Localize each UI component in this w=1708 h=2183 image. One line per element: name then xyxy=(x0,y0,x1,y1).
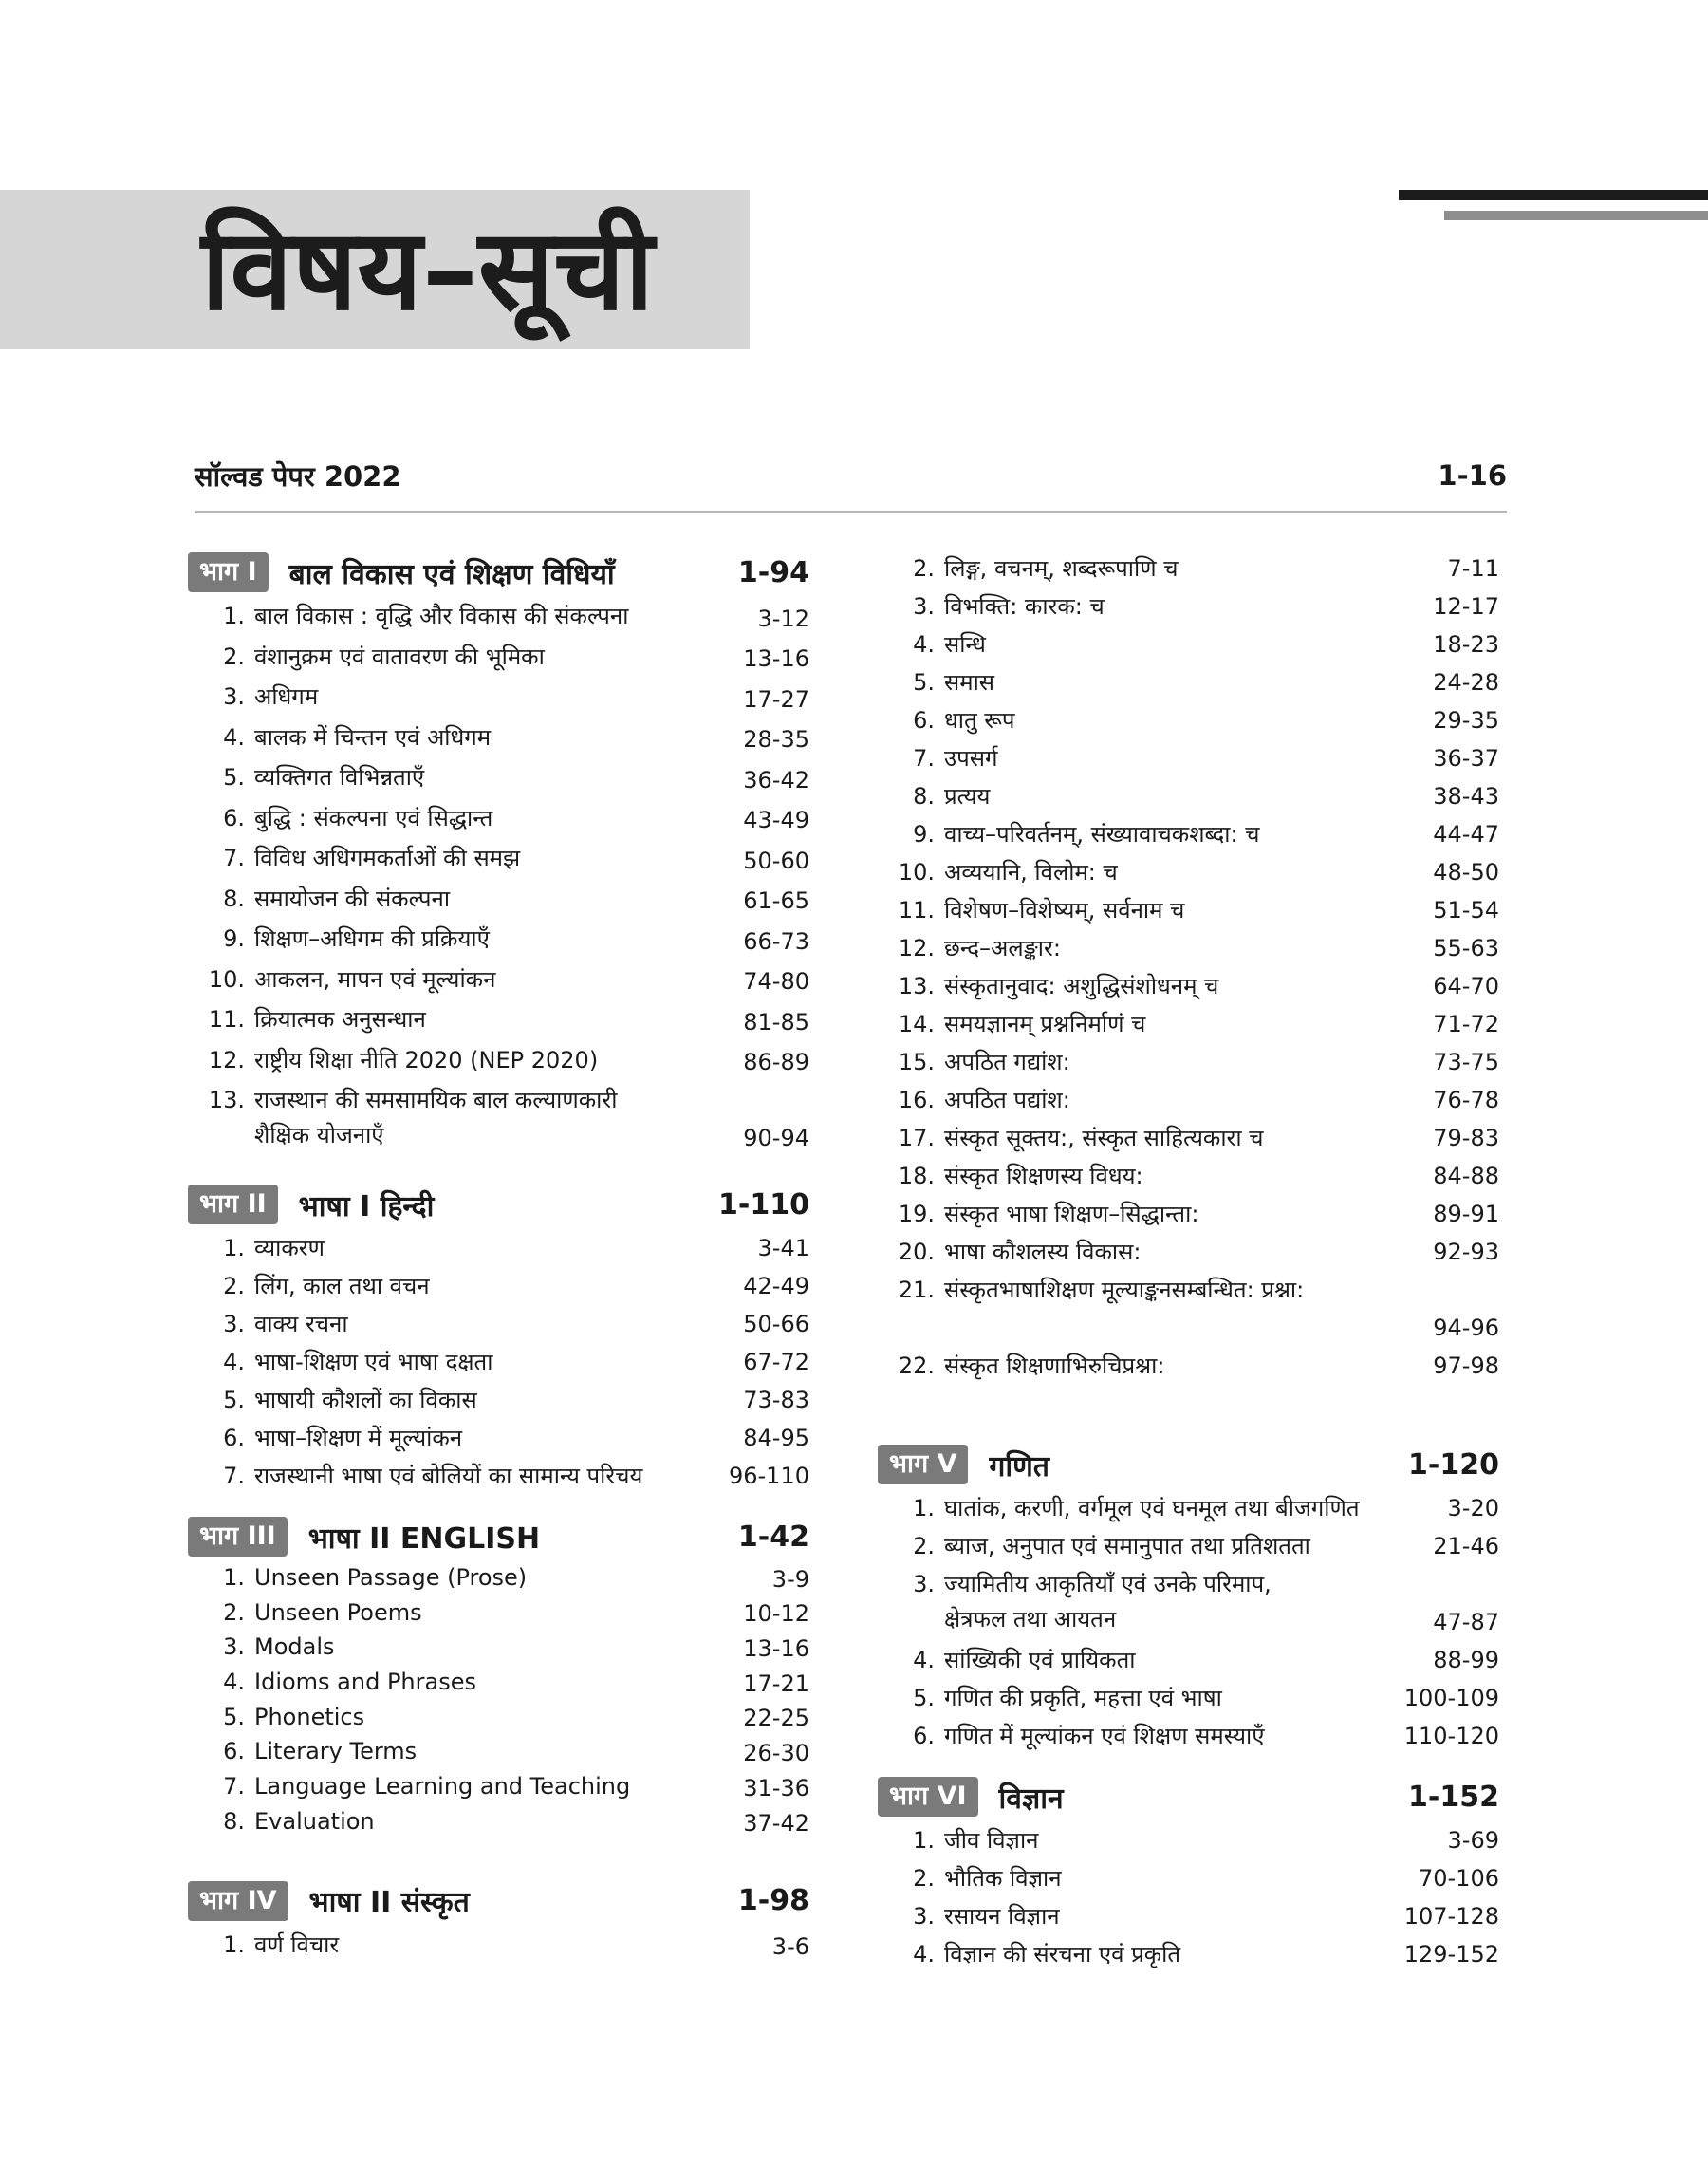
part-badge: भाग IV xyxy=(188,1881,288,1921)
entry-pages: 88-99 xyxy=(1433,1647,1499,1673)
toc-entry[interactable] xyxy=(188,1456,809,1494)
entry-pages: 79-83 xyxy=(1433,1125,1499,1151)
entry-number: 4. xyxy=(913,1647,935,1673)
toc-entry[interactable] xyxy=(188,718,809,758)
title-banner xyxy=(0,190,750,349)
entry-title: भाषायी कौशलों का विकास xyxy=(254,1387,477,1413)
entry-title: सन्धि xyxy=(944,631,986,658)
toc-entry[interactable] xyxy=(188,1700,809,1735)
entry-title: छन्द–अलङ्कार: xyxy=(944,935,1061,961)
entry-title: भाषा-शिक्षण एवं भाषा दक्षता xyxy=(254,1349,493,1375)
toc-entry[interactable] xyxy=(188,1665,809,1700)
entry-pages: 31-36 xyxy=(743,1774,809,1801)
toc-entry[interactable] xyxy=(188,1630,809,1665)
page-title: विषय–सूची xyxy=(201,204,655,335)
entry-title: Literary Terms xyxy=(254,1738,418,1765)
entry-number: 6. xyxy=(223,1425,245,1451)
toc-entry[interactable] xyxy=(188,1595,809,1631)
entry-pages: 3-9 xyxy=(771,1565,809,1593)
entry-title: विविध अधिगमकर्ताओं की समझ xyxy=(254,845,521,871)
toc-entry[interactable] xyxy=(878,1156,1499,1194)
entry-title: लिङ्ग, वचनम्, शब्दरूपाणि च xyxy=(944,555,1179,582)
entry-number: 11. xyxy=(898,897,935,924)
toc-entry[interactable] xyxy=(878,1270,1499,1346)
entry-title: संस्कृतभाषाशिक्षण मूल्याङ्कनसम्बन्धित: प्रश्ना: xyxy=(944,1277,1305,1303)
entry-pages: 86-89 xyxy=(743,1049,809,1075)
entry-title: अपठित गद्यांश: xyxy=(944,1049,1070,1075)
part-badge: भाग II xyxy=(188,1185,278,1224)
entry-title: गणित में मूल्यांकन एवं शिक्षण समस्याएँ xyxy=(944,1723,1265,1749)
toc-entry[interactable] xyxy=(188,1769,809,1804)
entry-pages: 110-120 xyxy=(1403,1723,1499,1749)
entry-pages: 38-43 xyxy=(1433,783,1499,810)
entry-title: भौतिक विज्ञान xyxy=(944,1865,1062,1892)
entry-title: उपसर्ग xyxy=(944,745,998,772)
entry-title-continued: क्षेत्रफल तथा आयतन xyxy=(944,1606,1117,1633)
entry-pages: 76-78 xyxy=(1433,1087,1499,1113)
entry-number: 14. xyxy=(898,1011,935,1037)
section-heading[interactable] xyxy=(878,1773,1499,1820)
entry-pages: 12-17 xyxy=(1433,593,1499,620)
toc-entry[interactable] xyxy=(188,960,809,1000)
entry-pages: 22-25 xyxy=(743,1705,809,1732)
entry-pages: 71-72 xyxy=(1433,1011,1499,1037)
toc-entry[interactable] xyxy=(878,1678,1499,1716)
section-pages: 1-94 xyxy=(737,555,809,589)
entry-pages: 67-72 xyxy=(743,1349,809,1375)
entry-number: 7. xyxy=(913,745,935,772)
entry-title: अपठित पद्यांश: xyxy=(944,1087,1070,1113)
toc-entry[interactable] xyxy=(188,1040,809,1081)
toc-entry[interactable] xyxy=(188,1804,809,1839)
entry-number: 12. xyxy=(208,1046,245,1073)
entry-pages: 84-88 xyxy=(1433,1163,1499,1189)
entry-title: शिक्षण–अधिगम की प्रक्रियाएँ xyxy=(254,925,490,952)
entry-title: सांख्यिकी एवं प्रायिकता xyxy=(944,1647,1136,1673)
entry-pages: 97-98 xyxy=(1433,1353,1499,1379)
toc-entry[interactable] xyxy=(878,1194,1499,1232)
toc-entry[interactable] xyxy=(878,1640,1499,1678)
entry-pages: 100-109 xyxy=(1403,1685,1499,1711)
entry-pages: 28-35 xyxy=(743,726,809,753)
entry-number: 6. xyxy=(913,1723,935,1749)
entry-number: 10. xyxy=(208,965,245,993)
toc-entry[interactable] xyxy=(878,966,1499,1004)
entry-title: Modals xyxy=(254,1633,335,1661)
entry-title: धातु रूप xyxy=(944,707,1015,734)
entry-title: ज्यामितीय आकृतियाँ एवं उनके परिमाप, xyxy=(944,1571,1272,1597)
entry-number: 3. xyxy=(223,683,245,710)
entry-pages: 3-6 xyxy=(771,1933,809,1960)
entry-pages: 96-110 xyxy=(728,1463,809,1489)
decorative-bar-dark xyxy=(1399,190,1708,200)
toc-left-column xyxy=(188,549,809,1965)
toc-entry[interactable] xyxy=(878,1820,1499,1858)
entry-pages: 26-30 xyxy=(743,1740,809,1767)
entry-number: 5. xyxy=(223,764,245,791)
toc-entry[interactable] xyxy=(878,625,1499,662)
toc-entry[interactable] xyxy=(188,1266,809,1304)
entry-number: 4. xyxy=(913,1941,935,1968)
section-pages: 1-42 xyxy=(737,1520,809,1554)
section-heading[interactable] xyxy=(878,1441,1499,1488)
entry-number: 8. xyxy=(223,885,245,912)
entry-number: 3. xyxy=(913,1571,935,1597)
entry-pages: 36-37 xyxy=(1433,745,1499,772)
toc-entry[interactable] xyxy=(878,738,1499,776)
entry-number: 18. xyxy=(898,1163,935,1189)
entry-pages: 70-106 xyxy=(1418,1865,1499,1892)
entry-pages: 3-12 xyxy=(757,605,809,632)
toc-entry[interactable] xyxy=(188,637,809,678)
section-heading[interactable] xyxy=(188,1181,809,1228)
part-badge: भाग VI xyxy=(878,1777,978,1817)
entry-title: समायोजन की संकल्पना xyxy=(254,885,451,912)
entry-number: 6. xyxy=(223,1738,245,1765)
section-pages: 1-120 xyxy=(1408,1447,1499,1482)
toc-entry[interactable] xyxy=(188,1560,809,1595)
entry-number: 5. xyxy=(913,669,935,696)
section-pages: 1-98 xyxy=(737,1884,809,1917)
entry-number: 9. xyxy=(223,925,245,952)
entry-title: वर्ण विचार xyxy=(254,1931,340,1958)
entry-number: 4. xyxy=(223,1669,245,1696)
entry-number: 2. xyxy=(913,1865,935,1892)
entry-number: 19. xyxy=(898,1201,935,1227)
section-pages: 1-152 xyxy=(1408,1780,1499,1814)
toc-entry[interactable] xyxy=(878,1896,1499,1934)
toc-entry[interactable] xyxy=(188,1228,809,1266)
entry-number: 4. xyxy=(223,1349,245,1375)
entry-title: राजस्थान की समसामयिक बाल कल्याणकारी xyxy=(254,1087,618,1113)
entry-pages: 73-83 xyxy=(743,1387,809,1413)
entry-number: 15. xyxy=(898,1049,935,1075)
entry-number: 6. xyxy=(913,707,935,734)
toc-entry[interactable] xyxy=(188,1342,809,1380)
section-title: बाल विकास एवं शिक्षण विधियाँ xyxy=(288,557,615,591)
entry-pages: 7-11 xyxy=(1447,555,1499,582)
entry-title: भाषा–शिक्षण में मूल्यांकन xyxy=(254,1425,463,1451)
solved-paper-pages: 1-16 xyxy=(1438,459,1507,492)
entry-title: Unseen Passage (Prose) xyxy=(254,1564,528,1591)
entry-number: 5. xyxy=(223,1703,245,1730)
toc-entry[interactable] xyxy=(878,549,1499,587)
toc-entry[interactable] xyxy=(878,890,1499,928)
entry-number: 6. xyxy=(223,804,245,831)
toc-entry[interactable] xyxy=(878,1858,1499,1896)
entry-number: 10. xyxy=(898,859,935,886)
entry-title: भाषा कौशलस्य विकास: xyxy=(944,1239,1142,1265)
solved-paper-row[interactable] xyxy=(195,452,1507,499)
entry-pages: 90-94 xyxy=(743,1125,809,1151)
toc-entry[interactable] xyxy=(878,814,1499,852)
entry-title: व्यक्तिगत विभिन्नताएँ xyxy=(254,764,425,791)
toc-entry[interactable] xyxy=(878,1232,1499,1270)
entry-title: संस्कृत शिक्षणाभिरुचिप्रश्ना: xyxy=(944,1353,1165,1379)
entry-pages: 10-12 xyxy=(743,1600,809,1628)
entry-number: 2. xyxy=(223,643,245,670)
entry-pages: 81-85 xyxy=(743,1008,809,1036)
entry-number: 8. xyxy=(223,1807,245,1835)
entry-title: क्रियात्मक अनुसन्धान xyxy=(254,1006,426,1033)
toc-entry[interactable] xyxy=(188,677,809,718)
entry-number: 13. xyxy=(898,973,935,999)
entry-pages: 36-42 xyxy=(743,766,809,793)
entry-number: 1. xyxy=(913,1495,935,1521)
entry-title-continued: शैक्षिक योजनाएँ xyxy=(254,1122,384,1148)
entry-number: 12. xyxy=(898,935,935,961)
entry-number: 3. xyxy=(223,1311,245,1337)
entry-number: 1. xyxy=(223,1235,245,1261)
toc-entry[interactable] xyxy=(188,798,809,839)
entry-title: Unseen Poems xyxy=(254,1598,422,1626)
toc-entry[interactable] xyxy=(878,1564,1499,1640)
entry-pages: 24-28 xyxy=(1433,669,1499,696)
solved-paper-label: सॉल्वड पेपर 2022 xyxy=(195,459,401,493)
entry-pages: 18-23 xyxy=(1433,631,1499,658)
entry-title: विभक्ति: कारक: च xyxy=(944,593,1105,620)
toc-entry[interactable] xyxy=(878,1934,1499,1972)
toc-entry[interactable] xyxy=(878,1042,1499,1080)
part-badge: भाग I xyxy=(188,552,269,592)
entry-title: घातांक, करणी, वर्गमूल एवं घनमूल तथा बीजगणित xyxy=(944,1495,1360,1521)
entry-number: 2. xyxy=(913,555,935,582)
entry-number: 17. xyxy=(898,1125,935,1151)
entry-pages: 43-49 xyxy=(743,807,809,833)
entry-number: 3. xyxy=(223,1633,245,1661)
toc-entry[interactable] xyxy=(878,700,1499,738)
toc-entry[interactable] xyxy=(878,662,1499,700)
entry-pages: 73-75 xyxy=(1433,1049,1499,1075)
toc-entry[interactable] xyxy=(188,1080,809,1156)
entry-pages: 3-41 xyxy=(757,1235,809,1261)
toc-entry[interactable] xyxy=(188,757,809,798)
entry-title: जीव विज्ञान xyxy=(944,1827,1039,1854)
entry-number: 1. xyxy=(913,1827,935,1854)
toc-entry[interactable] xyxy=(188,1418,809,1456)
section-title: गणित xyxy=(989,1449,1049,1483)
entry-title: संस्कृत सूक्तय:, संस्कृत साहित्यकारा च xyxy=(944,1125,1264,1151)
entry-title: अव्ययानि, विलोम: च xyxy=(944,859,1118,886)
toc-entry[interactable] xyxy=(878,1526,1499,1564)
entry-pages: 3-69 xyxy=(1447,1827,1499,1854)
entry-pages: 13-16 xyxy=(743,645,809,672)
decorative-bar-light xyxy=(1444,211,1708,220)
entry-title: व्याकरण xyxy=(254,1235,325,1261)
toc-entry[interactable] xyxy=(188,1380,809,1418)
entry-pages: 44-47 xyxy=(1433,821,1499,848)
entry-pages: 21-46 xyxy=(1433,1533,1499,1559)
entry-number: 1. xyxy=(223,603,245,629)
entry-title: अधिगम xyxy=(254,683,319,710)
entry-title: संस्कृत भाषा शिक्षण–सिद्धान्ता: xyxy=(944,1201,1199,1227)
entry-title: विज्ञान की संरचना एवं प्रकृति xyxy=(944,1941,1181,1968)
entry-title: समास xyxy=(944,669,995,696)
entry-number: 3. xyxy=(913,593,935,620)
entry-pages: 50-60 xyxy=(743,847,809,874)
entry-pages: 129-152 xyxy=(1403,1941,1499,1968)
entry-title: Evaluation xyxy=(254,1807,375,1835)
toc-entry[interactable] xyxy=(188,596,809,637)
entry-title: बालक में चिन्तन एवं अधिगम xyxy=(254,723,492,751)
entry-number: 11. xyxy=(208,1006,245,1033)
toc-entry[interactable] xyxy=(878,1080,1499,1118)
entry-number: 1. xyxy=(223,1564,245,1591)
entry-pages: 17-27 xyxy=(743,685,809,713)
entry-pages: 66-73 xyxy=(743,927,809,955)
entry-pages: 37-42 xyxy=(743,1809,809,1837)
toc-entry[interactable] xyxy=(188,1734,809,1769)
entry-title: संस्कृतानुवाद: अशुद्धिसंशोधनम् च xyxy=(944,973,1219,999)
entry-pages: 74-80 xyxy=(743,968,809,995)
section-title: भाषा I हिन्दी xyxy=(298,1189,435,1223)
entry-title: ब्याज, अनुपात एवं समानुपात तथा प्रतिशतता xyxy=(944,1533,1310,1559)
entry-pages: 51-54 xyxy=(1433,897,1499,924)
toc-entry[interactable] xyxy=(188,1304,809,1342)
entry-pages: 50-66 xyxy=(743,1311,809,1337)
section-title: विज्ञान xyxy=(998,1782,1064,1816)
entry-number: 1. xyxy=(223,1931,245,1958)
toc-entry[interactable] xyxy=(188,999,809,1040)
entry-pages: 29-35 xyxy=(1433,707,1499,734)
entry-title: रसायन विज्ञान xyxy=(944,1903,1060,1930)
entry-title: बुद्धि : संकल्पना एवं सिद्धान्त xyxy=(254,804,493,831)
toc-entry[interactable] xyxy=(878,587,1499,625)
entry-pages: 61-65 xyxy=(743,887,809,914)
toc-entry[interactable] xyxy=(878,1488,1499,1526)
entry-pages: 92-93 xyxy=(1433,1239,1499,1265)
entry-number: 9. xyxy=(913,821,935,848)
entry-pages: 42-49 xyxy=(743,1273,809,1299)
entry-pages: 47-87 xyxy=(1433,1609,1499,1635)
entry-title: विशेषण–विशेष्यम्, सर्वनाम च xyxy=(944,897,1185,924)
entry-title: राष्ट्रीय शिक्षा नीति 2020 (NEP 2020) xyxy=(254,1046,599,1073)
entry-number: 4. xyxy=(223,723,245,751)
toc-right-column xyxy=(878,549,1499,1972)
entry-pages: 84-95 xyxy=(743,1425,809,1451)
section-pages: 1-110 xyxy=(718,1187,809,1222)
part-badge: भाग III xyxy=(188,1517,288,1557)
entry-title: वाक्य रचना xyxy=(254,1311,348,1337)
entry-title: वाच्य–परिवर्तनम्, संख्यावाचकशब्दा: च xyxy=(944,821,1260,848)
entry-title: लिंग, काल तथा वचन xyxy=(254,1273,430,1299)
entry-pages: 55-63 xyxy=(1433,935,1499,961)
toc-entry[interactable] xyxy=(188,879,809,920)
entry-number: 7. xyxy=(223,1463,245,1489)
entry-title: प्रत्यय xyxy=(944,783,991,810)
entry-number: 3. xyxy=(913,1903,935,1930)
entry-title: राजस्थानी भाषा एवं बोलियों का सामान्य परिचय xyxy=(254,1463,643,1489)
section-heading[interactable] xyxy=(188,1877,809,1925)
entry-title: वंशानुक्रम एवं वातावरण की भूमिका xyxy=(254,643,545,670)
divider xyxy=(195,511,1507,513)
section-title: भाषा II ENGLISH xyxy=(307,1521,541,1556)
entry-pages: 3-20 xyxy=(1447,1495,1499,1521)
entry-pages: 48-50 xyxy=(1433,859,1499,886)
entry-pages: 13-16 xyxy=(743,1635,809,1663)
toc-entry[interactable] xyxy=(878,1384,1499,1422)
entry-pages: 17-21 xyxy=(743,1670,809,1697)
section-heading[interactable] xyxy=(188,549,809,596)
entry-number: 2. xyxy=(223,1598,245,1626)
entry-number: 8. xyxy=(913,783,935,810)
toc-entry[interactable] xyxy=(188,1925,809,1966)
entry-title: Phonetics xyxy=(254,1703,365,1730)
toc-entry[interactable] xyxy=(878,1716,1499,1754)
section-heading[interactable] xyxy=(188,1513,809,1560)
toc-entry[interactable] xyxy=(878,1346,1499,1384)
entry-title: गणित की प्रकृति, महत्ता एवं भाषा xyxy=(944,1685,1222,1711)
entry-number: 5. xyxy=(223,1387,245,1413)
entry-title: बाल विकास : वृद्धि और विकास की संकल्पना xyxy=(254,603,629,629)
toc-entry[interactable] xyxy=(878,776,1499,814)
entry-number: 13. xyxy=(208,1087,245,1113)
toc-entry[interactable] xyxy=(188,838,809,879)
entry-title: आकलन, मापन एवं मूल्यांकन xyxy=(254,965,496,993)
entry-number: 7. xyxy=(223,1773,245,1801)
entry-number: 20. xyxy=(898,1239,935,1265)
entry-number: 21. xyxy=(898,1277,935,1303)
entry-number: 16. xyxy=(898,1087,935,1113)
entry-number: 2. xyxy=(913,1533,935,1559)
entry-number: 5. xyxy=(913,1685,935,1711)
toc-entry[interactable] xyxy=(878,1004,1499,1042)
entry-number: 7. xyxy=(223,845,245,871)
entry-pages: 107-128 xyxy=(1403,1903,1499,1930)
toc-entry[interactable] xyxy=(188,919,809,960)
entry-title: Idioms and Phrases xyxy=(254,1669,476,1696)
toc-entry[interactable] xyxy=(878,852,1499,890)
entry-number: 2. xyxy=(223,1273,245,1299)
entry-title: समयज्ञानम् प्रश्ननिर्माणं च xyxy=(944,1011,1146,1037)
entry-pages: 64-70 xyxy=(1433,973,1499,999)
toc-entry[interactable] xyxy=(878,928,1499,966)
entry-pages: 94-96 xyxy=(1433,1315,1499,1341)
entry-title: संस्कृत शिक्षणस्य विधय: xyxy=(944,1163,1143,1189)
entry-pages: 89-91 xyxy=(1433,1201,1499,1227)
section-title: भाषा II संस्कृत xyxy=(308,1886,470,1919)
entry-title: Language Learning and Teaching xyxy=(254,1773,631,1801)
entry-number: 4. xyxy=(913,631,935,658)
part-badge: भाग V xyxy=(878,1445,968,1484)
toc-entry[interactable] xyxy=(878,1118,1499,1156)
entry-number: 22. xyxy=(898,1353,935,1379)
